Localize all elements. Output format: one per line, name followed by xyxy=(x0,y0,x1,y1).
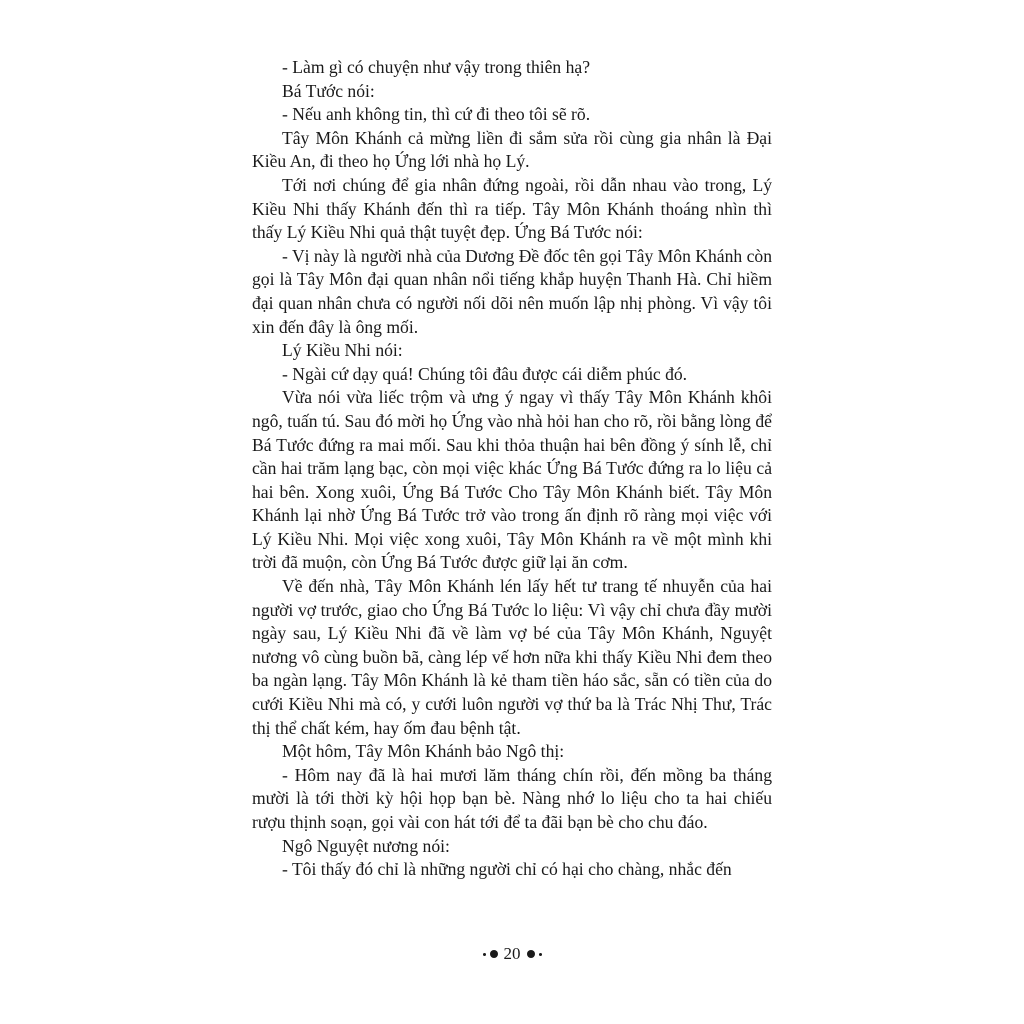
paragraph: - Tôi thấy đó chỉ là những người chỉ có hại cho chàng, nhắc đến xyxy=(282,859,732,880)
paragraph: Ngô Nguyệt nương nói: xyxy=(282,835,450,856)
page-number-footer xyxy=(0,944,1024,964)
body-text xyxy=(252,56,772,882)
page-number: 20 xyxy=(503,944,521,963)
paragraph: Vừa nói vừa liếc trộm và ưng ý ngay vì thấy Tây Môn Khánh khôi ngô, tuấn tú. Sau đó mời họ Ứng vào nhà hỏi han cho rõ, rồi bằng lòng để Bá Tước đứng ra mai mối. Sau khi thỏa thuận hai bên đồng ý sính lễ, chỉ cần hai trăm lạng bạc, còn mọi việc khác Ứng Bá Tước đứng ra lo liệu cả hai bên. Xong xuôi, Ứng Bá Tước Cho Tây Môn Khánh biết. Tây Môn Khánh lại nhờ Ứng Bá Tước trở vào trong ấn định rõ ràng mọi việc với Lý Kiều Nhi. Mọi việc xong xuôi, Tây Môn Khánh ra về một mình khi trời đã muộn, còn Ứng Bá Tước được giữ lại ăn cơm. xyxy=(252,387,772,573)
paragraph: - Nếu anh không tin, thì cứ đi theo tôi sẽ rõ. xyxy=(282,104,591,125)
ornament-dot-icon xyxy=(490,950,498,958)
paragraph: Tây Môn Khánh cả mừng liền đi sắm sửa rồi cùng gia nhân là Đại Kiều An, đi theo họ Ứng lới nhà họ Lý. xyxy=(252,127,772,172)
ornament-dot-icon xyxy=(527,950,535,958)
paragraph: - Ngài cứ dạy quá! Chúng tôi đâu được cái diễm phúc đó. xyxy=(282,363,688,384)
paragraph: Về đến nhà, Tây Môn Khánh lén lấy hết tư trang tế nhuyễn của hai người vợ trước, giao cho Ứng Bá Tước lo liệu: Vì vậy chỉ chưa đầy mười ngày sau, Lý Kiều Nhi đã về làm vợ bé của Tây Môn Khánh, Nguyệt nương vô cùng buồn bã, càng lép vế hơn nữa khi thấy Kiều Nhi đem theo ba ngàn lạng. Tây Môn Khánh là kẻ tham tiền háo sắc, sẵn có tiền của do cưới Kiều Nhi mà có, y cưới luôn người vợ thứ ba là Trác Nhị Thư, Trác thị thể chất kém, hay ốm đau bệnh tật. xyxy=(252,576,772,738)
ornament-dot-icon xyxy=(539,953,542,956)
paragraph: - Làm gì có chuyện như vậy trong thiên hạ? xyxy=(282,57,591,77)
paragraph: - Vị này là người nhà của Dương Đề đốc tên gọi Tây Môn Khánh còn gọi là Tây Môn đại quan nhân nổi tiếng khắp huyện Thanh Hà. Chỉ hiềm đại quan nhân chưa có người nối dõi nên muốn lập nhị phòng. Vì vậy tôi xin đến đây là ông mối. xyxy=(252,245,772,337)
paragraph: Một hôm, Tây Môn Khánh bảo Ngô thị: xyxy=(282,741,565,762)
paragraph: - Hôm nay đã là hai mươi lăm tháng chín rồi, đến mồng ba tháng mười là tới thời kỳ hội họp bạn bè. Nàng nhớ lo liệu cho ta hai chiếu rượu thịnh soạn, gọi vài con hát tới để ta đãi bạn bè cho chu đáo. xyxy=(252,764,772,832)
paragraph: Tới nơi chúng để gia nhân đứng ngoài, rồi dẫn nhau vào trong, Lý Kiều Nhi thấy Khánh đến thì ra tiếp. Tây Môn Khánh thoáng nhìn thì thấy Lý Kiều Nhi quả thật tuyệt đẹp. Ứng Bá Tước nói: xyxy=(252,174,772,243)
paragraph: Bá Tước nói: xyxy=(282,80,375,101)
ornament-dot-icon xyxy=(483,953,486,956)
paragraph: Lý Kiều Nhi nói: xyxy=(282,340,403,361)
